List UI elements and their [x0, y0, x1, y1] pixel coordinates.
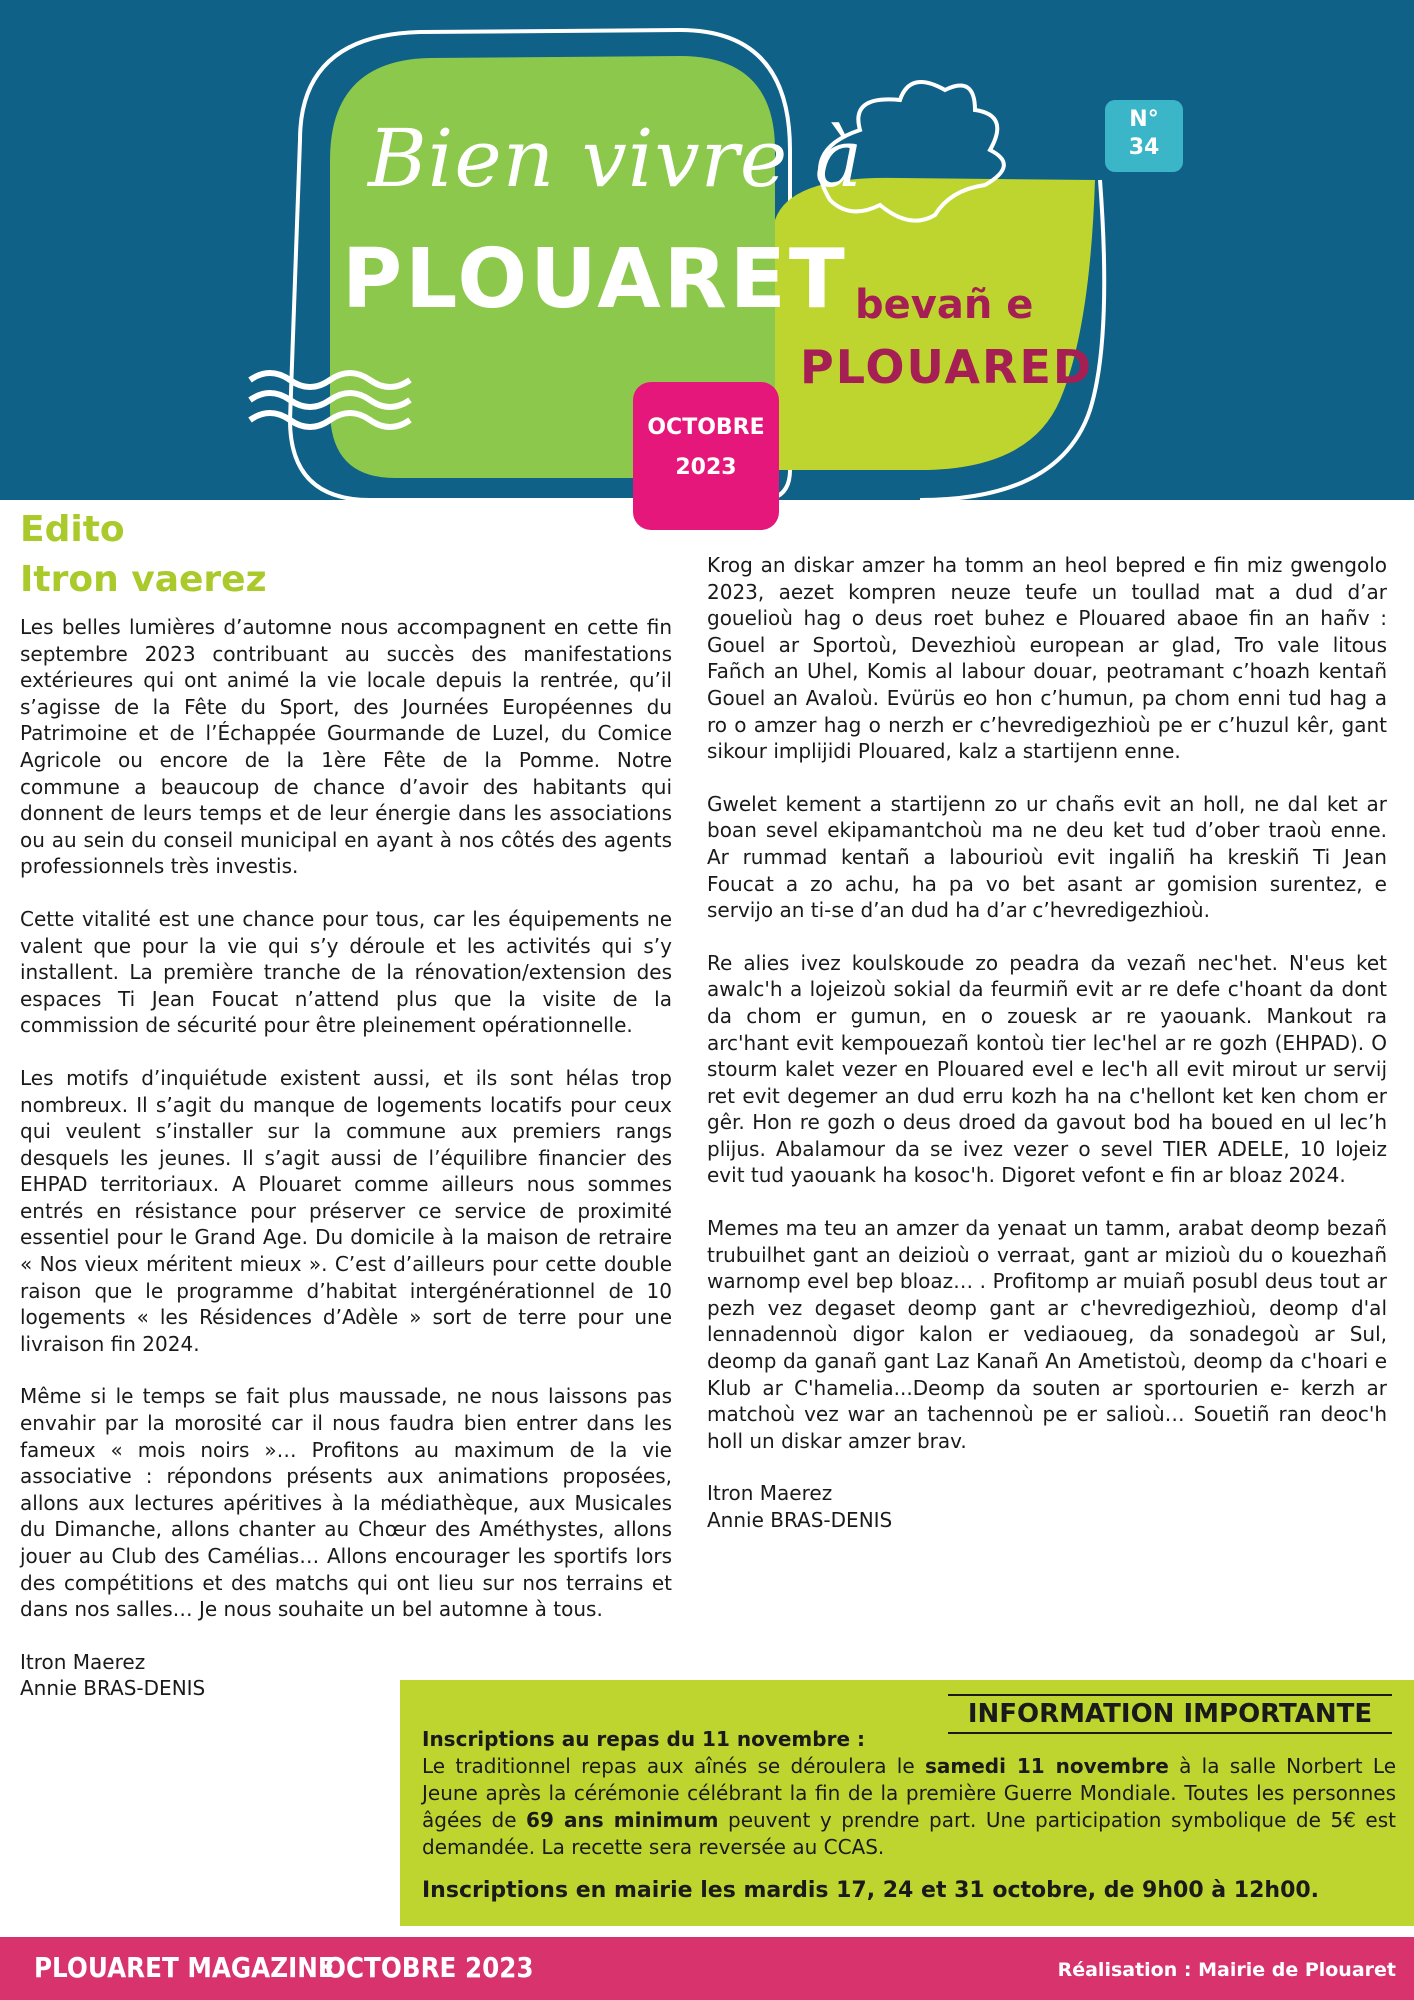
info-text-part: Le traditionnel repas aux aînés se déroulera le: [422, 1754, 925, 1778]
info-date-emphasis: samedi 11 novembre: [924, 1754, 1169, 1778]
signature-title: Itron Maerez: [707, 1481, 833, 1506]
paragraph: Cette vitalité est une chance pour tous, car les équipements ne valent que pour la vie qui s’y déroule et les activités qui s’y installent. La première tranche de la rénovation/extension des espaces Ti Jean Foucat n’attend plus que la visite de la commission de sécurité pour être pleinement opérationnelle.: [20, 906, 672, 1038]
info-text: [422, 1753, 1396, 1861]
issue-badge: [1105, 100, 1183, 172]
edito-title: Edito: [20, 509, 125, 550]
date-year: 2023: [675, 455, 737, 480]
signature-title: Itron Maerez: [20, 1649, 146, 1674]
issue-label: N°: [1129, 107, 1159, 132]
paragraph: Gwelet kement a startijenn zo ur chañs evit an holl, ne dal ket ar boan sevel ekipamantchoù ma ne deu ket tud d’ober traoù enne. Ar rummad kentañ a labourioù evit ingaliñ ha kreskiñ Ti Jean Foucat a zo achu, ha pa vo bet asant ar gomision surentez, e servijo an ti-se d’an dud ha d’ar c’hevredigezhioù.: [707, 791, 1387, 923]
date-badge: [633, 382, 779, 530]
signature: [707, 1480, 1387, 1533]
edito-column-french: [20, 614, 672, 1702]
signature-name: Annie BRAS-DENIS: [20, 1676, 206, 1701]
info-age-emphasis: 69 ans minimum: [526, 1808, 719, 1832]
title-script: Bien vivre à: [368, 112, 864, 205]
paragraph: Re alies ivez koulskoude zo peadra da vezañ nec'het. N'eus ket awalc'h a lojeizoù sokial da feurmiñ evit ar re defe c'hoant da dont da chom er gumun, en o zouesk ar re yaouank. Mankout ra arc'hant evit kempouezañ kontoù tier lec'hel ar re gozh (EHPAD). O stourm kalet vezer en Plouared evel e lec'h all evit mirout ur servij ret evit degemer an dud erru kozh ha na c'hellont ket ken chom er gêr. Hon re gozh o deus droed da gavout bod ha boued en ul lec’h plijus. Abalamour da se ivez vezer o sevel TIER ADELE, 10 lojeiz evit tud yaouank ha kosoc'h. Digoret vefont e fin ar bloaz 2024.: [707, 950, 1387, 1188]
paragraph: Krog an diskar amzer ha tomm an heol bepred e fin miz gwengolo 2023, aezet kompren neuze teufe un toullad mat a dud d’ar gouelioù hag o deus roet buhez e Plouared abaoe fin an hañv : Gouel ar Sportoù, Devezhioù european ar glad, Tro vale litous Fañch an Uhel, Komis al labour douar, peotramant c’hoazh kentañ Gouel an Avaloù. Evürüs eo hon c’humun, pa chom enni tud hag a ro o amzer hag o nerzh er c’hevredigezhioù pe er c’huzul kêr, gant sikour implijidi Plouared, kalz a startijenn enne.: [707, 553, 1387, 764]
paragraph: Memes ma teu an amzer da yenaat un tamm, arabat deomp bezañ trubuilhet gant an deizioù o verraat, gant ar mizioù du o kouezhañ warnomp evel bep bloaz… . Profitomp ar muiañ posubl deus tout ar pezh vez degaset deomp gant ar c'hevredigezhioù, deomp d'al lennadennoù digor kalon er vediaoueg, da sonadegoù ar Sul, deomp da ganañ gant Laz Kanañ An Ametistoù, deomp da c'hoari e Klub ar C'hamelia...Deomp da souten ar sportourien e- kerzh ar matchoù vez war an tachennoù pe er salioù… Souetiñ ran deoc'h holl un diskar amzer brav.: [707, 1216, 1387, 1453]
paragraph: Même si le temps se fait plus maussade, ne nous laissons pas envahir par la morosité car il nous faudra bien entrer dans les fameux « mois noirs »… Profitons au maximum de la vie associative : répondons présents aux animations proposées, allons aux lectures apéritives à la médiathèque, aux Musicales du Dimanche, allons chanter au Chœur des Améthystes, allons jouer au Club des Camélias… Allons encourager les sportifs lors des compétitions et des matchs qui ont lieu sur nos terrains et dans nos salles… Je nous souhaite un bel automne à tous.: [20, 1384, 672, 1622]
date-month: OCTOBRE: [647, 415, 765, 440]
info-body: [422, 1726, 1396, 1861]
issue-number: 34: [1128, 135, 1160, 160]
footer-credit: Réalisation : Mairie de Plouaret: [1057, 1959, 1396, 1981]
edito-column-breton: [707, 552, 1387, 1534]
important-info-box: [400, 1680, 1414, 1926]
paragraph: Les motifs d’inquiétude existent aussi, et ils sont hélas trop nombreux. Il s’agit du manque de logements locatifs pour ceux qui veulent s’installer sur la commune aux premiers rangs desquels les jeunes. Il s’agit aussi de l’équilibre financier des EHPAD territoriaux. A Plouaret comme ailleurs nous sommes entrés en résistance pour préserver ce service de proximité essentiel pour le Grand Age. Du domicile à la maison de retraire « Nos vieux méritent mieux ». C’est d’ailleurs pour cette double raison que le programme d’habitat intergénérationnel de 10 logements « les Résidences d’Adèle » sort de terre pour une livraison fin 2024.: [20, 1065, 672, 1356]
footer-magazine: PLOUARET MAGAZINE: [34, 1951, 335, 1984]
info-title: INFORMATION IMPORTANTE: [948, 1694, 1392, 1734]
info-text-part: à la salle Norbert Le Jeune après la cérémonie célébrant la fin de la première Guerre Mondiale. Toutes les personnes âgées de: [422, 1754, 1397, 1832]
edito-subtitle: Itron vaerez: [20, 559, 267, 600]
edito-heading: [20, 505, 267, 605]
info-subheading: Inscriptions au repas du 11 novembre :: [422, 1727, 865, 1751]
subtitle-breton-line1: bevañ e: [855, 282, 1034, 328]
signature-name: Annie BRAS-DENIS: [707, 1508, 893, 1532]
paragraph: Les belles lumières d’automne nous accompagnent en cette fin septembre 2023 contribuant au succès des manifestations extérieures qui ont animé la vie locale depuis la rentrée, qu’il s’agisse de la Fête du Sport, des Journées Européennes du Patrimoine et de l’Échappée Gourmande de Luzel, du Comice Agricole ou encore de la 1ère Fête de la Pomme. Notre commune a beaucoup de chance d’avoir des habitants qui donnent de leurs temps et de leur énergie dans les associations ou au sein du conseil municipal en ayant à nos côtés des agents professionnels très investis.: [20, 615, 672, 879]
footer: [0, 1937, 1414, 2000]
info-registration-line: Inscriptions en mairie les mardis 17, 24 et 31 octobre, de 9h00 à 12h00.: [422, 1878, 1320, 1903]
footer-date: OCTOBRE 2023: [325, 1951, 534, 1984]
info-text-part: peuvent y prendre part. Une participation symbolique de 5€ est demandée. La recette sera reversée au CCAS.: [422, 1808, 1396, 1859]
subtitle-breton-line2: PLOUARED: [800, 340, 1094, 394]
title-main: PLOUARET: [342, 232, 848, 327]
